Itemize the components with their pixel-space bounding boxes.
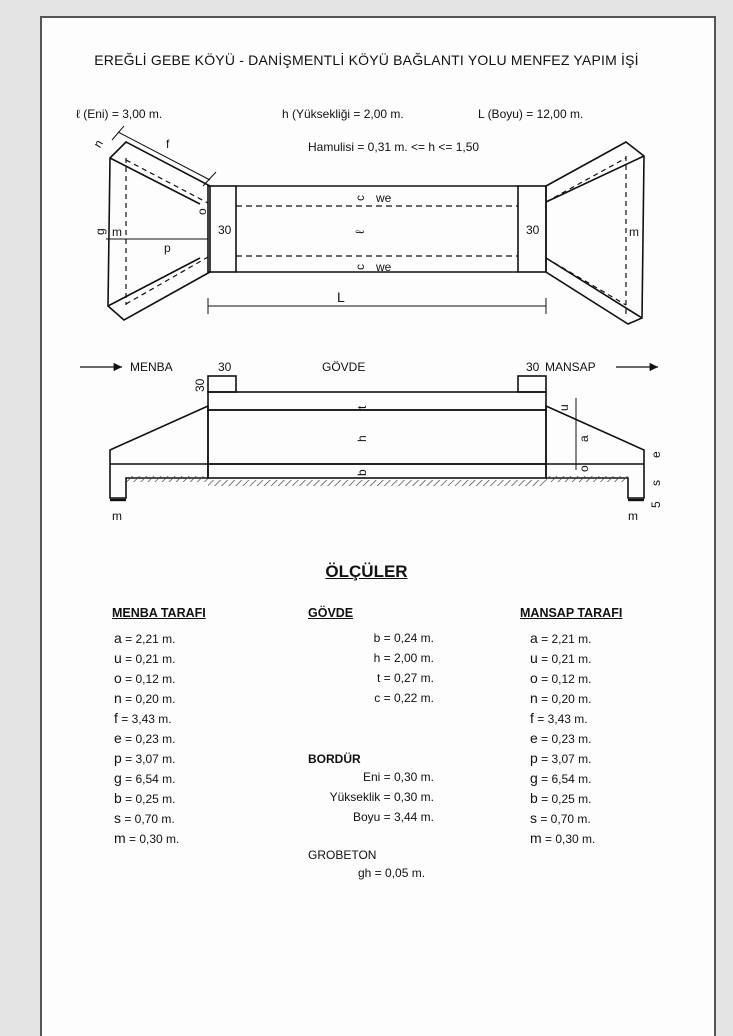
- measure-value: = 0,20 m.: [125, 692, 176, 706]
- blinding-right: [546, 476, 628, 482]
- measure-symbol: e: [114, 730, 122, 746]
- measure-symbol: s: [530, 810, 537, 826]
- measure-row: t = 0,27 m.: [376, 671, 434, 685]
- measure-row: Yükseklik = 0,30 m.: [329, 790, 434, 804]
- measure-value: = 2,21 m.: [125, 632, 176, 646]
- spec-length: L (Boyu) = 12,00 m.: [478, 107, 584, 121]
- label-e: e: [649, 451, 663, 458]
- section-view: [80, 367, 658, 500]
- govde-heading: GÖVDE: [308, 606, 354, 620]
- measure-symbol: f: [530, 710, 534, 726]
- section-bottom-slab: [208, 464, 546, 478]
- measure-symbol: f: [114, 710, 118, 726]
- plan-view: [106, 126, 644, 324]
- label-a: a: [577, 435, 591, 442]
- measure-symbol: g: [114, 770, 122, 786]
- label-we-top: we: [376, 191, 392, 205]
- measure-row: Boyu = 3,44 m.: [352, 810, 434, 824]
- measure-row: b = 0,24 m.: [373, 631, 434, 645]
- measure-value: = 0,21 m.: [541, 652, 592, 666]
- measure-row: [114, 828, 179, 848]
- measure-value: = 2,21 m.: [541, 632, 592, 646]
- section-barrel: [208, 410, 546, 464]
- measure-value: = 0,25 m.: [125, 792, 176, 806]
- measure-value: = 0,23 m.: [125, 732, 176, 746]
- measure-row: [530, 668, 595, 688]
- measure-value: = 3,43 m.: [537, 712, 588, 726]
- measure-symbol: o: [114, 670, 122, 686]
- label-30-a: 30: [218, 360, 232, 374]
- bordur-heading: BORDÜR: [308, 752, 361, 766]
- menba-list: [114, 628, 179, 848]
- label-m-left-section: m: [112, 509, 122, 523]
- measure-value: = 6,54 m.: [125, 772, 176, 786]
- document-title: EREĞLİ GEBE KÖYÜ - DANİŞMENTLİ KÖYÜ BAĞLANTI YOLU MENFEZ YAPIM İŞİ: [94, 52, 639, 68]
- plan-left-wingwall: [108, 142, 210, 320]
- blinding-left: [126, 476, 208, 482]
- bordur-list: [290, 767, 434, 827]
- section-left-curb: [208, 376, 236, 392]
- govde-list: [300, 628, 434, 708]
- measure-value: = 0,12 m.: [541, 672, 592, 686]
- measure-symbol: n: [114, 690, 122, 706]
- measure-symbol: p: [530, 750, 538, 766]
- measure-row: [530, 728, 595, 748]
- measure-symbol: p: [114, 750, 122, 766]
- label-t: t: [355, 405, 369, 409]
- label-m-right-section: m: [628, 509, 638, 523]
- measure-row: [114, 788, 179, 808]
- measure-row: [114, 728, 179, 748]
- spec-width: ℓ (Eni) = 3,00 m.: [76, 107, 163, 121]
- label-p: p: [164, 241, 171, 255]
- measure-symbol: g: [530, 770, 538, 786]
- label-30-vertical: 30: [193, 378, 207, 392]
- measure-row: [114, 768, 179, 788]
- measure-value: = 6,54 m.: [541, 772, 592, 786]
- measure-value: = 3,07 m.: [125, 752, 176, 766]
- measure-symbol: m: [530, 830, 542, 846]
- measure-value: = 0,30 m.: [545, 832, 596, 846]
- measure-row: [114, 808, 179, 828]
- grobeton-value: gh = 0,05 m.: [358, 866, 426, 880]
- label-we-bottom: we: [376, 260, 392, 274]
- measure-symbol: u: [114, 650, 122, 666]
- label-c-top: c: [353, 195, 367, 201]
- label-m-right: m: [629, 225, 639, 239]
- measure-row: [530, 788, 595, 808]
- measure-value: = 0,23 m.: [541, 732, 592, 746]
- label-g: g: [93, 228, 107, 235]
- label-o: o: [195, 208, 209, 215]
- label-30-left: 30: [218, 223, 232, 237]
- measure-value: = 3,07 m.: [541, 752, 592, 766]
- section-top-slab: [208, 392, 546, 410]
- label-30-right: 30: [526, 223, 540, 237]
- label-o-section: o: [577, 465, 591, 472]
- measure-row: [530, 748, 595, 768]
- section-right-curb: [518, 376, 546, 392]
- measure-symbol: b: [530, 790, 538, 806]
- section-right-wingwall: [546, 406, 644, 498]
- measure-row: [530, 708, 595, 728]
- label-b: b: [355, 469, 369, 476]
- measure-symbol: e: [530, 730, 538, 746]
- label-f: f: [166, 137, 170, 151]
- measure-row: c = 0,22 m.: [374, 691, 434, 705]
- label-mansap: MANSAP: [545, 360, 596, 374]
- measure-row: [530, 808, 595, 828]
- measure-value: = 0,30 m.: [129, 832, 180, 846]
- measure-row: [114, 648, 179, 668]
- measure-row: h = 2,00 m.: [373, 651, 434, 665]
- label-30-b: 30: [526, 360, 540, 374]
- measure-symbol: a: [114, 630, 122, 646]
- measure-value: = 0,12 m.: [125, 672, 176, 686]
- menba-heading: MENBA TARAFI: [112, 606, 206, 620]
- measure-symbol: u: [530, 650, 538, 666]
- measure-row: [530, 688, 595, 708]
- measure-row: [114, 708, 179, 728]
- olculer-heading: ÖLÇÜLER: [325, 562, 408, 581]
- measure-row: [530, 828, 595, 848]
- measure-row: [530, 648, 595, 668]
- mansap-list: [530, 628, 595, 848]
- section-left-wingwall: [110, 406, 208, 498]
- measure-value: = 3,43 m.: [121, 712, 172, 726]
- label-5: 5: [649, 501, 663, 508]
- measure-symbol: n: [530, 690, 538, 706]
- measure-row: [530, 628, 595, 648]
- measure-row: [114, 748, 179, 768]
- mansap-heading: MANSAP TARAFI: [520, 606, 623, 620]
- label-govde: GÖVDE: [322, 360, 366, 374]
- measure-symbol: m: [114, 830, 126, 846]
- blinding-middle: [208, 480, 546, 486]
- label-u: u: [557, 404, 571, 411]
- label-s: s: [649, 480, 663, 486]
- measure-row: [114, 668, 179, 688]
- grobeton-heading: GROBETON: [308, 848, 377, 862]
- label-c-bottom: c: [353, 264, 367, 270]
- measure-symbol: b: [114, 790, 122, 806]
- measure-symbol: a: [530, 630, 538, 646]
- label-m-left: m: [112, 225, 122, 239]
- label-n: n: [90, 137, 106, 151]
- label-h: h: [355, 435, 369, 442]
- measure-value: = 0,70 m.: [124, 812, 175, 826]
- label-ell: ℓ: [353, 230, 367, 234]
- label-menba: MENBA: [130, 360, 173, 374]
- measure-row: [530, 768, 595, 788]
- measure-value: = 0,70 m.: [540, 812, 591, 826]
- spec-fill-height: Hamulisi = 0,31 m. <= h <= 1,50: [308, 140, 480, 154]
- dimension-f-line: [118, 132, 210, 180]
- label-L: L: [337, 289, 345, 305]
- measure-symbol: o: [530, 670, 538, 686]
- spec-height: h (Yüksekliği = 2,00 m.: [282, 107, 404, 121]
- measure-value: = 0,25 m.: [541, 792, 592, 806]
- measure-value: = 0,20 m.: [541, 692, 592, 706]
- measure-value: = 0,21 m.: [125, 652, 176, 666]
- measure-row: Eni = 0,30 m.: [362, 770, 434, 784]
- measure-symbol: s: [114, 810, 121, 826]
- measure-row: [114, 628, 179, 648]
- measure-row: [114, 688, 179, 708]
